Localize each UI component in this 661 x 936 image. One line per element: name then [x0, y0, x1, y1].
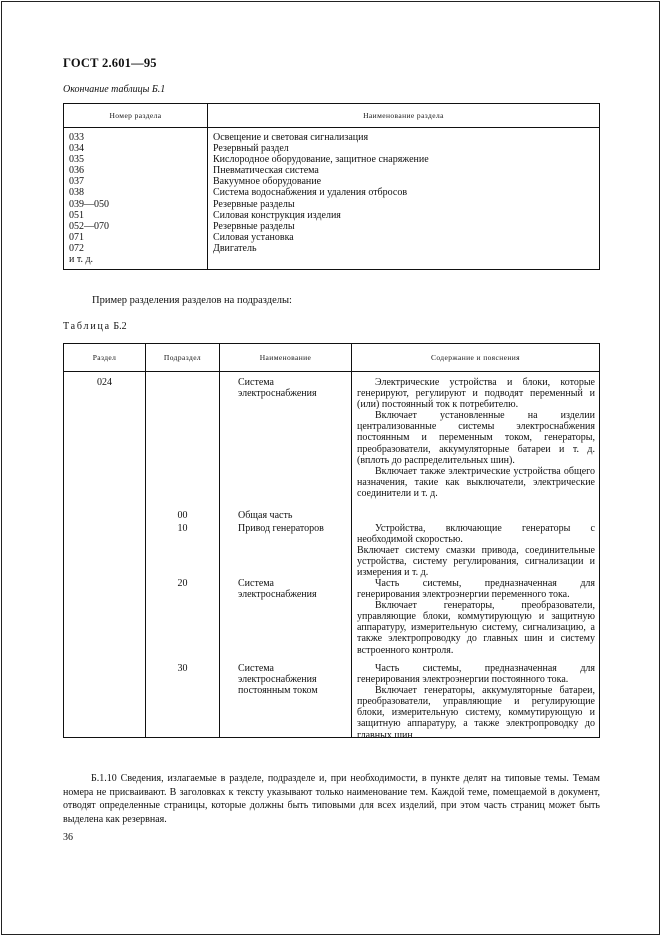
table2-subsection-column	[146, 372, 220, 738]
table2-cell	[146, 377, 219, 510]
table2-content-block	[352, 578, 599, 663]
content-paragraph: Включает систему смазки привода, соединительные устройства, систему регулирования, сигнализации и измерения и т. д.	[357, 545, 595, 579]
table1-cell: 033	[69, 132, 84, 143]
body-paragraph	[63, 772, 600, 826]
content-paragraph: Включает также электрические устройства общего назначения, такие как выключатели, электрические соединители и т. д.	[357, 465, 595, 499]
table2-section-column	[64, 372, 146, 738]
table1-cell: 052—070	[69, 220, 109, 232]
table2-cell: Система электроснабжения	[238, 578, 317, 601]
content-paragraph: Устройства, включающие генераторы с необходимой скоростью.	[357, 523, 595, 546]
paragraph-text: Б.1.10 Сведения, излагаемые в разделе, подразделе и, при необходимости, в пункте делят на типовые темы. Темам номера не присваивают. В заголовках к тексту указывают только наименование тем. Каждой теме, помещаемой в документ, отводят определенные страницы, которые должны быть типовыми для всех изделий, при этом часть страниц может быть выделена как резервная.	[63, 773, 600, 825]
table1-cell: Освещение и световая сигнализация	[213, 132, 369, 143]
table2-caption	[63, 321, 127, 332]
table1-cell: 035	[69, 154, 84, 166]
table2-cell: Система электроснабжения	[238, 377, 317, 400]
content-paragraph: Часть системы, предназначенная для генерирования электроэнергии переменного тока.	[357, 578, 595, 601]
table1-cell: Система водоснабжения и удаления отбросов	[213, 187, 408, 199]
table1-cell: и т. д.	[69, 254, 94, 266]
table1-header-number: Номер раздела	[64, 104, 208, 128]
table2-cell: 00	[177, 510, 188, 521]
table1-header-name: Наименование раздела	[208, 104, 600, 128]
table2-header-subsection: Подраздел	[146, 344, 220, 372]
table2-content-column	[352, 372, 600, 741]
content-paragraph: Электрические устройства и блоки, которые генерируют, регулируют и подводят переменный и (или) постоянный ток к потребителю.	[357, 377, 595, 411]
table1-cell: Силовая установка	[213, 231, 294, 243]
intro-text: Пример разделения разделов на подразделы:	[92, 295, 292, 306]
table2-header-name: Наименование	[220, 344, 352, 372]
page-number: 36	[63, 832, 73, 843]
table1-names-column	[208, 128, 600, 270]
table2-cell: Привод генераторов	[238, 523, 324, 534]
table1-cell: 036	[69, 165, 84, 177]
table2-cell: 30	[177, 663, 188, 674]
table1-cell: Пневматическая система	[213, 165, 319, 177]
table1-cell: Резервные разделы	[213, 198, 295, 210]
table2-caption-word: Таблица	[63, 321, 111, 332]
table1-cell: Двигатель	[213, 242, 257, 254]
table1-cell: 039—050	[69, 198, 109, 210]
table2-content-block	[352, 377, 599, 510]
table2-cell: 20	[177, 578, 188, 589]
table1-cell: Силовая конструкция изделия	[213, 209, 341, 221]
table2-cell: Общая часть	[238, 510, 293, 521]
table2	[63, 343, 600, 741]
table2-cell: 10	[177, 523, 188, 534]
table1-numbers-column	[64, 128, 208, 270]
content-paragraph: Часть системы, предназначенная для генерирования электроэнергии постоянного тока.	[357, 663, 595, 686]
table1-cell: 034	[69, 143, 84, 155]
table2-caption-number: Б.2	[110, 321, 127, 332]
table2-content-block	[352, 523, 599, 578]
table1-caption: Окончание таблицы Б.1	[63, 84, 166, 95]
table2-name-column	[220, 372, 352, 738]
table2-header-content: Содержание и пояснения	[352, 344, 600, 372]
table1-cell: Резервный раздел	[213, 143, 289, 155]
table1-cell: 037	[69, 176, 84, 188]
table1-cell: 072	[69, 242, 84, 254]
table1-cell: Кислородное оборудование, защитное снаряжение	[213, 154, 429, 166]
table2-content-block	[352, 510, 599, 523]
document-title: ГОСТ 2.601—95	[63, 56, 157, 70]
table1-cell: 071	[69, 231, 84, 243]
table1-cell: Вакуумное оборудование	[213, 176, 322, 188]
table1-cell: 038	[69, 187, 84, 199]
table1-cell: 051	[69, 209, 84, 221]
table1	[63, 103, 600, 270]
table2-content-block	[352, 663, 599, 741]
content-paragraph: Включает установленные на изделии централизованные системы электроснабжения постоянным и переменным током, генераторы, преобразователи, аккумуляторные батареи и т. д. (вплоть до распределительных шин).	[357, 410, 595, 466]
table2-header-section: Раздел	[64, 344, 146, 372]
table1-cell: Резервные разделы	[213, 220, 295, 232]
content-paragraph: Включает генераторы, преобразователи, управляющие блоки, коммутирующую и защитную аппаратуру, измерительную систему, сигнализацию, а также электропроводку до главных шин и систему встроенного контроля.	[357, 600, 595, 656]
table2-cell: Система электроснабжения постоянным током	[238, 663, 318, 697]
content-paragraph: Включает генераторы, аккумуляторные батареи, преобразователи, управляющие и регулирующие блоки, измерительную систему, коммутирующую и защитную аппаратуру, а также электропроводку до главных шин	[357, 685, 595, 741]
table2-cell: 024	[97, 377, 112, 388]
